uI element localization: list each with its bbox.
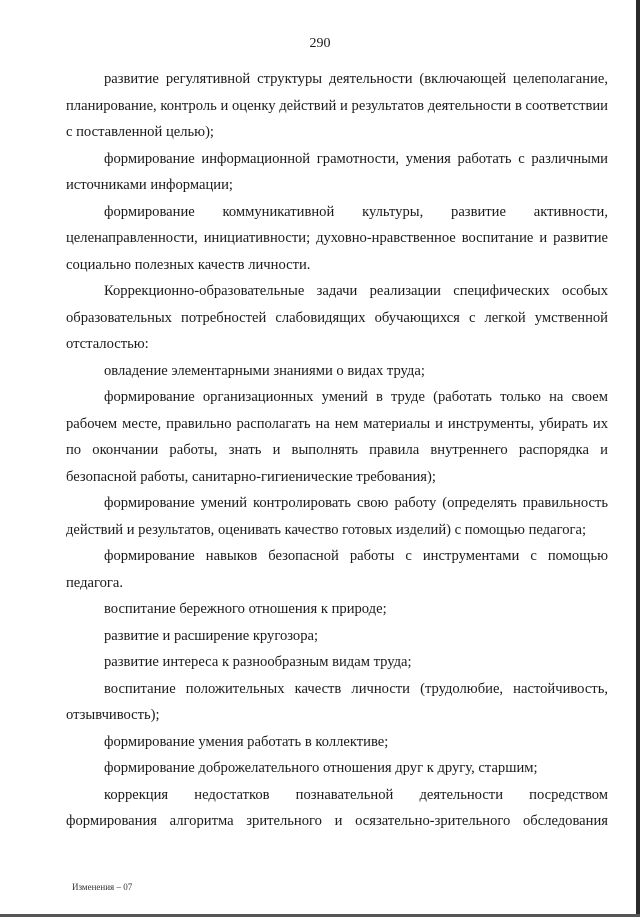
footer-note: Изменения – 07 xyxy=(72,882,133,892)
paragraph: воспитание бережного отношения к природе; xyxy=(104,601,387,617)
paragraph: развитие интереса к разнообразным видам труда; xyxy=(104,654,412,670)
paragraph: формирование коммуникативной культуры, развитие активности, целенаправленности, инициативности; духовно-нравственное воспитание и развитие социально полезных качеств личности. xyxy=(66,203,608,273)
paragraph: воспитание положительных качеств личности (трудолюбие, настойчивость, отзывчивость); xyxy=(66,680,608,723)
paragraph: развитие и расширение кругозора; xyxy=(104,627,319,644)
page-number: 290 xyxy=(309,36,331,51)
paragraph: формирование умений контролировать свою работу (определять правильность действий и результатов, оценивать качество готовых изделий) с помощью педагога; xyxy=(66,495,608,538)
paragraph: формирование организационных умений в труде (работать только на своем рабочем месте, правильно располагать на нем материалы и инструменты, убирать их по окончании работы, знать и выполнять правила внутреннего распорядка и безопасной работы, санитарно-гигиенические требования); xyxy=(66,389,608,485)
body-text xyxy=(66,66,608,835)
scan-edge-right xyxy=(636,0,640,917)
paragraph: овладение элементарными знаниями о видах труда; xyxy=(104,362,425,379)
paragraph: формирование доброжелательного отношения друг к другу, старшим; xyxy=(104,760,538,776)
paragraph: формирование навыков безопасной работы с инструментами с помощью педагога. xyxy=(66,548,608,591)
paragraph: Коррекционно-образовательные задачи реализации специфических особых образовательных потребностей слабовидящих обучающихся с легкой умственной отсталостью: xyxy=(66,283,608,352)
paragraph: формирование умения работать в коллективе; xyxy=(104,733,389,750)
paragraph: развитие регулятивной структуры деятельности (включающей целеполагание, планирование, контроль и оценку действий и результатов деятельности в соответствии с поставленной целью); xyxy=(66,71,608,140)
paragraph: формирование информационной грамотности, умения работать с различными источниками информации; xyxy=(66,150,608,193)
paragraph: коррекция недостатков познавательной деятельности посредством формирования алгоритма зрительного и осязательно-зрительного обследования xyxy=(66,786,608,829)
